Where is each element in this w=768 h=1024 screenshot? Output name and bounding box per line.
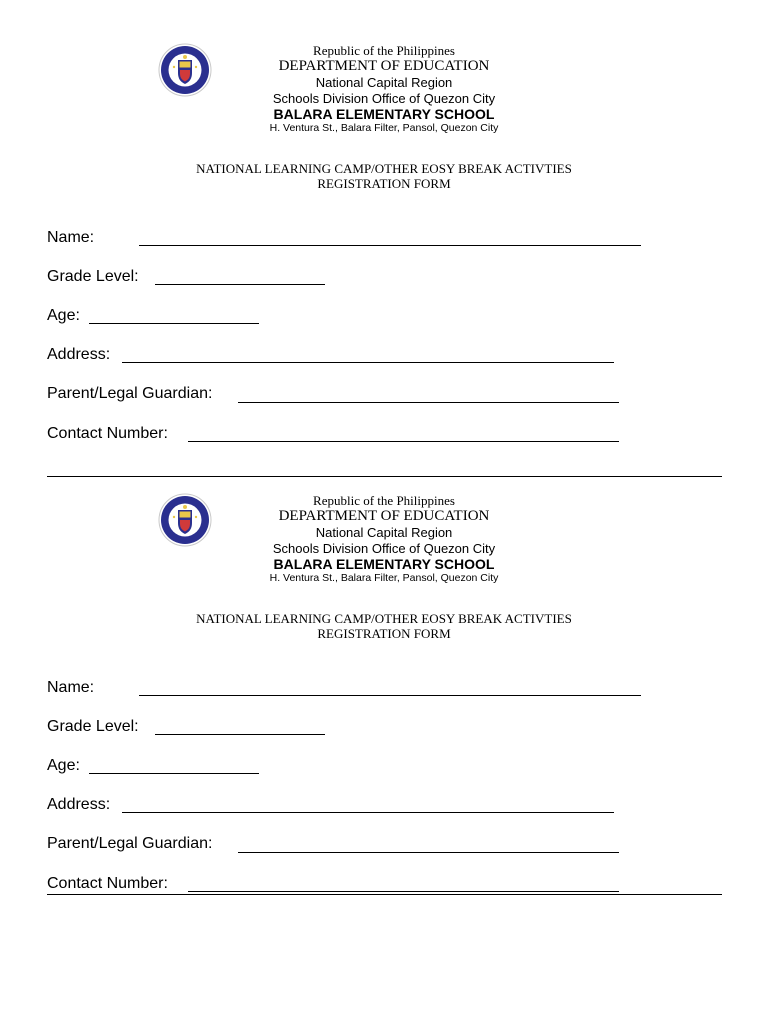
school-name: BALARA ELEMENTARY SCHOOL [273, 106, 495, 122]
school-name: BALARA ELEMENTARY SCHOOL [273, 556, 495, 572]
form-subtitle: REGISTRATION FORM [317, 626, 451, 641]
contact-number-label: Contact Number: [47, 875, 168, 892]
form-subtitle: REGISTRATION FORM [317, 176, 451, 191]
registration-form-1 [0, 0, 768, 450]
address-label: Address: [47, 346, 111, 363]
guardian-label: Parent/Legal Guardian: [47, 835, 213, 852]
age-label: Age: [47, 757, 80, 774]
grade-level-label: Grade Level: [47, 268, 139, 285]
guardian-blank[interactable] [238, 852, 619, 853]
age-label: Age: [47, 307, 80, 324]
guardian-label: Parent/Legal Guardian: [47, 385, 213, 402]
name-label: Name: [47, 679, 95, 696]
school-address: H. Ventura St., Balara Filter, Pansol, Quezon City [269, 122, 499, 134]
department-line: DEPARTMENT OF EDUCATION [278, 508, 490, 524]
contact-number-blank[interactable] [188, 891, 619, 892]
name-blank[interactable] [139, 695, 641, 696]
address-blank[interactable] [122, 812, 614, 813]
division-line: Schools Division Office of Quezon City [272, 541, 496, 556]
address-label: Address: [47, 796, 111, 813]
division-line: Schools Division Office of Quezon City [272, 91, 496, 106]
form-title: NATIONAL LEARNING CAMP/OTHER EOSY BREAK ACTIVTIES [196, 161, 572, 176]
age-blank[interactable] [89, 773, 259, 774]
address-blank[interactable] [122, 362, 614, 363]
contact-number-blank[interactable] [188, 441, 619, 442]
grade-level-blank[interactable] [155, 734, 325, 735]
region-line: National Capital Region [315, 525, 453, 540]
department-line: DEPARTMENT OF EDUCATION [278, 58, 490, 74]
age-blank[interactable] [89, 323, 259, 324]
form-title: NATIONAL LEARNING CAMP/OTHER EOSY BREAK ACTIVTIES [196, 611, 572, 626]
school-address: H. Ventura St., Balara Filter, Pansol, Quezon City [269, 572, 499, 584]
name-blank[interactable] [139, 245, 641, 246]
guardian-blank[interactable] [238, 402, 619, 403]
region-line: National Capital Region [315, 75, 453, 90]
grade-level-blank[interactable] [155, 284, 325, 285]
name-label: Name: [47, 229, 95, 246]
registration-form-2 [0, 450, 768, 900]
bottom-separator-line [47, 894, 722, 895]
republic-line: Republic of the Philippines [313, 493, 455, 508]
republic-line: Republic of the Philippines [313, 43, 455, 58]
grade-level-label: Grade Level: [47, 718, 139, 735]
contact-number-label: Contact Number: [47, 425, 168, 442]
